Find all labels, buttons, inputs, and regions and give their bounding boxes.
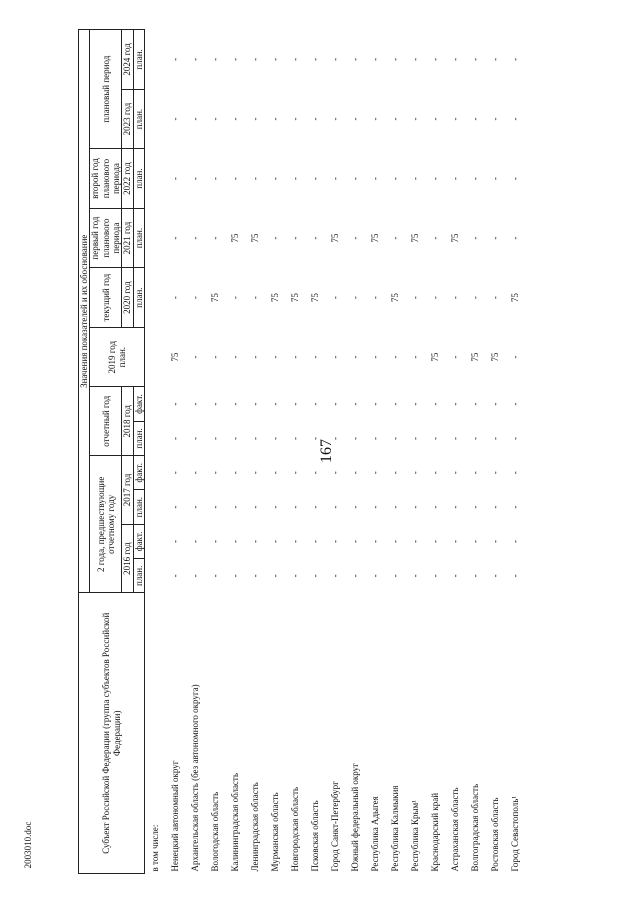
- indicator-table: [78, 29, 525, 874]
- value-cell: -: [369, 296, 380, 300]
- value-cell: -: [289, 402, 300, 406]
- value-cell: -: [469, 57, 480, 61]
- value-cell: -: [329, 539, 340, 543]
- value-cell: -: [189, 177, 200, 181]
- table-row: [205, 30, 225, 874]
- value-cell: -: [189, 236, 200, 240]
- table-row: [285, 30, 305, 874]
- value-cell: -: [349, 436, 360, 440]
- value-cell: -: [209, 539, 220, 543]
- value-cell: -: [209, 436, 220, 440]
- region-name: Волгоградская область: [469, 783, 480, 872]
- value-cell: -: [369, 177, 380, 181]
- value-cell: -: [509, 471, 520, 475]
- value-cell: -: [169, 471, 180, 475]
- value-cell: 75: [389, 293, 400, 303]
- value-cell: -: [329, 57, 340, 61]
- value-cell: -: [169, 236, 180, 240]
- value-cell: -: [249, 117, 260, 121]
- value-cell: -: [469, 505, 480, 509]
- value-cell: -: [409, 471, 420, 475]
- value-cell: -: [249, 539, 260, 543]
- value-cell: -: [289, 236, 300, 240]
- value-cell: 75: [329, 233, 340, 243]
- value-cell: -: [209, 57, 220, 61]
- value-cell: -: [449, 296, 460, 300]
- region-name: Республика Адыгея: [369, 796, 380, 872]
- value-cell: -: [329, 117, 340, 121]
- value-cell: -: [249, 471, 260, 475]
- value-cell: 75: [309, 293, 320, 303]
- value-cell: -: [349, 296, 360, 300]
- current-year-header: текущий год: [90, 268, 122, 328]
- value-cell: -: [269, 402, 280, 406]
- value-cell: -: [389, 177, 400, 181]
- value-cell: -: [469, 117, 480, 121]
- value-cell: -: [389, 436, 400, 440]
- value-cell: -: [489, 402, 500, 406]
- value-cell: -: [469, 296, 480, 300]
- value-cell: -: [229, 117, 240, 121]
- value-cell: -: [409, 402, 420, 406]
- region-name: Мурманская область: [269, 792, 280, 872]
- value-cell: -: [509, 402, 520, 406]
- value-cell: [145, 89, 166, 149]
- value-cell: -: [429, 471, 440, 475]
- value-cell: -: [429, 539, 440, 543]
- value-cell: -: [469, 236, 480, 240]
- value-cell: -: [389, 402, 400, 406]
- value-cell: -: [429, 57, 440, 61]
- plan-label: план.: [133, 421, 144, 455]
- value-cell: -: [189, 436, 200, 440]
- value-cell: -: [249, 574, 260, 578]
- table-row: [365, 30, 385, 874]
- table-header: [79, 30, 145, 874]
- value-cell: -: [389, 539, 400, 543]
- value-cell: -: [489, 436, 500, 440]
- value-cell: -: [509, 177, 520, 181]
- table-row: [345, 30, 365, 874]
- value-cell: -: [269, 355, 280, 359]
- value-cell: -: [449, 436, 460, 440]
- region-name: Ненецкий автономный округ: [169, 760, 180, 872]
- value-cell: -: [369, 436, 380, 440]
- value-cell: -: [469, 574, 480, 578]
- value-cell: -: [489, 296, 500, 300]
- table-row: [245, 30, 265, 874]
- value-cell: -: [329, 402, 340, 406]
- value-cell: -: [269, 539, 280, 543]
- value-cell: [145, 524, 166, 558]
- value-cell: -: [389, 471, 400, 475]
- year-2020-header: 2020 год: [122, 268, 133, 328]
- first-year-header: первый год планового периода: [90, 208, 122, 268]
- value-cell: -: [169, 117, 180, 121]
- region-name: Архангельская область (без автономного округа): [189, 684, 200, 872]
- report-year-header: отчетный год: [90, 387, 122, 456]
- value-cell: 75: [449, 233, 460, 243]
- value-cell: -: [289, 471, 300, 475]
- value-cell: -: [269, 117, 280, 121]
- value-cell: -: [449, 117, 460, 121]
- value-cell: -: [369, 402, 380, 406]
- value-cell: -: [409, 539, 420, 543]
- fact-label: факт.: [133, 456, 144, 490]
- value-cell: -: [469, 402, 480, 406]
- value-cell: -: [429, 296, 440, 300]
- value-cell: -: [469, 471, 480, 475]
- value-cell: -: [509, 117, 520, 121]
- value-cell: -: [309, 574, 320, 578]
- value-cell: -: [309, 436, 320, 440]
- value-cell: -: [189, 117, 200, 121]
- region-name: Астраханская область: [449, 787, 460, 872]
- value-cell: -: [249, 296, 260, 300]
- value-cell: -: [289, 355, 300, 359]
- value-cell: -: [349, 539, 360, 543]
- value-cell: -: [349, 117, 360, 121]
- year-2022-header: 2022 год: [122, 149, 133, 209]
- value-cell: -: [269, 236, 280, 240]
- value-cell: -: [489, 177, 500, 181]
- region-name: Ростовская область: [489, 797, 500, 872]
- page-number: 167: [318, 439, 335, 463]
- value-cell: [145, 387, 166, 421]
- value-cell: -: [309, 177, 320, 181]
- value-cell: -: [329, 505, 340, 509]
- plan-label: план.: [133, 268, 144, 328]
- value-cell: -: [449, 505, 460, 509]
- value-cell: -: [309, 117, 320, 121]
- second-year-header: второй год планового периода: [90, 149, 122, 209]
- value-cell: -: [369, 471, 380, 475]
- value-cell: -: [429, 236, 440, 240]
- value-cell: 75: [229, 233, 240, 243]
- value-cell: -: [449, 57, 460, 61]
- value-cell: -: [349, 177, 360, 181]
- value-cell: -: [489, 236, 500, 240]
- value-cell: -: [209, 402, 220, 406]
- value-cell: -: [509, 236, 520, 240]
- value-cell: -: [209, 236, 220, 240]
- table-row: [385, 30, 405, 874]
- plan-label: план.: [133, 208, 144, 268]
- value-cell: -: [449, 402, 460, 406]
- year-2016-header: 2016 год: [122, 524, 133, 593]
- value-cell: -: [429, 436, 440, 440]
- value-cell: -: [169, 296, 180, 300]
- value-cell: -: [209, 177, 220, 181]
- year-2019-header: 2019 год план.: [90, 327, 145, 387]
- value-cell: -: [249, 177, 260, 181]
- value-cell: -: [429, 505, 440, 509]
- value-cell: -: [329, 177, 340, 181]
- table-row: [485, 30, 505, 874]
- value-cell: -: [369, 539, 380, 543]
- value-cell: -: [429, 177, 440, 181]
- value-cell: -: [409, 436, 420, 440]
- value-cell: -: [409, 57, 420, 61]
- value-cell: -: [409, 355, 420, 359]
- value-cell: -: [509, 57, 520, 61]
- value-cell: -: [289, 117, 300, 121]
- value-cell: -: [329, 471, 340, 475]
- table-row: [305, 30, 325, 874]
- value-cell: -: [209, 117, 220, 121]
- year-2017-header: 2017 год: [122, 456, 133, 525]
- value-cell: -: [169, 177, 180, 181]
- value-cell: -: [269, 436, 280, 440]
- value-cell: -: [249, 355, 260, 359]
- value-cell: -: [209, 355, 220, 359]
- value-cell: 75: [209, 293, 220, 303]
- value-cell: -: [229, 436, 240, 440]
- value-cell: 75: [469, 352, 480, 362]
- value-cell: -: [189, 505, 200, 509]
- region-name: Краснодарский край: [429, 792, 440, 872]
- value-cell: -: [169, 574, 180, 578]
- table-row: [445, 30, 465, 874]
- value-cell: -: [249, 436, 260, 440]
- value-cell: -: [189, 355, 200, 359]
- table-row: [165, 30, 185, 874]
- value-cell: -: [269, 57, 280, 61]
- value-cell: -: [189, 57, 200, 61]
- subject-header: Субъект Российской Федерации (группа субъектов Российской Федерации): [79, 593, 145, 874]
- value-cell: -: [209, 471, 220, 475]
- table-row: [325, 30, 345, 874]
- value-cell: -: [449, 355, 460, 359]
- value-cell: -: [389, 57, 400, 61]
- region-name: Город Севастополь¹: [509, 795, 520, 872]
- value-cell: -: [309, 355, 320, 359]
- value-cell: -: [489, 57, 500, 61]
- value-cell: -: [289, 436, 300, 440]
- year-2021-header: 2021 год: [122, 208, 133, 268]
- value-cell: [145, 559, 166, 593]
- region-name: Новгородская область: [289, 786, 300, 872]
- table-row: [505, 30, 525, 874]
- value-cell: -: [249, 505, 260, 509]
- value-cell: -: [189, 539, 200, 543]
- value-cell: -: [249, 57, 260, 61]
- plan-label: план.: [133, 149, 144, 209]
- value-cell: -: [229, 539, 240, 543]
- value-cell: [145, 208, 166, 268]
- value-cell: -: [509, 574, 520, 578]
- value-cell: -: [189, 296, 200, 300]
- table-row: [465, 30, 485, 874]
- value-cell: -: [389, 236, 400, 240]
- value-cell: -: [169, 57, 180, 61]
- plan-period-header: плановый период: [90, 30, 122, 149]
- region-name: Вологодская область: [209, 791, 220, 872]
- value-cell: -: [229, 471, 240, 475]
- value-cell: -: [349, 574, 360, 578]
- value-cell: -: [429, 402, 440, 406]
- value-cell: -: [189, 402, 200, 406]
- value-cell: -: [369, 574, 380, 578]
- value-cell: -: [509, 539, 520, 543]
- region-name: Город Санкт-Петербург: [329, 781, 340, 872]
- value-cell: -: [409, 505, 420, 509]
- value-cell: -: [249, 402, 260, 406]
- values-header: Значения показателей и их обоснование: [79, 30, 90, 593]
- value-cell: 75: [269, 293, 280, 303]
- table-row: [265, 30, 285, 874]
- table-row: [145, 30, 166, 874]
- value-cell: -: [269, 574, 280, 578]
- value-cell: -: [369, 355, 380, 359]
- fact-label: факт.: [133, 524, 144, 558]
- value-cell: -: [429, 574, 440, 578]
- year-2024-header: 2024 год: [122, 30, 133, 90]
- value-cell: 75: [249, 233, 260, 243]
- value-cell: -: [229, 57, 240, 61]
- value-cell: -: [269, 471, 280, 475]
- value-cell: -: [309, 539, 320, 543]
- value-cell: -: [489, 117, 500, 121]
- value-cell: [145, 149, 166, 209]
- value-cell: -: [509, 355, 520, 359]
- value-cell: -: [289, 539, 300, 543]
- table-row: [185, 30, 205, 874]
- value-cell: [145, 327, 166, 387]
- value-cell: -: [269, 505, 280, 509]
- value-cell: -: [509, 505, 520, 509]
- value-cell: -: [409, 117, 420, 121]
- table-row: [225, 30, 245, 874]
- value-cell: [145, 268, 166, 328]
- value-cell: -: [389, 505, 400, 509]
- value-cell: -: [469, 177, 480, 181]
- value-cell: -: [309, 505, 320, 509]
- value-cell: -: [169, 505, 180, 509]
- value-cell: -: [409, 296, 420, 300]
- value-cell: -: [409, 177, 420, 181]
- value-cell: -: [369, 117, 380, 121]
- value-cell: -: [489, 471, 500, 475]
- value-cell: 75: [169, 352, 180, 362]
- region-name: Калининградская область: [229, 773, 240, 872]
- value-cell: -: [389, 117, 400, 121]
- value-cell: 75: [489, 352, 500, 362]
- plan-label: план.: [133, 490, 144, 524]
- value-cell: 75: [289, 293, 300, 303]
- value-cell: -: [349, 402, 360, 406]
- table-row: [425, 30, 445, 874]
- plan-label: план.: [133, 30, 144, 90]
- value-cell: -: [329, 436, 340, 440]
- value-cell: 75: [509, 293, 520, 303]
- value-cell: -: [369, 505, 380, 509]
- value-cell: -: [209, 505, 220, 509]
- value-cell: -: [209, 574, 220, 578]
- value-cell: -: [229, 402, 240, 406]
- value-cell: -: [229, 296, 240, 300]
- region-name: Южный федеральный округ: [349, 763, 360, 872]
- footer-filename: 2003010.doc: [23, 821, 33, 869]
- value-cell: -: [449, 471, 460, 475]
- value-cell: [145, 456, 166, 490]
- value-cell: -: [169, 539, 180, 543]
- value-cell: -: [489, 574, 500, 578]
- value-cell: -: [169, 402, 180, 406]
- value-cell: -: [309, 402, 320, 406]
- fact-label: факт.: [133, 387, 144, 421]
- value-cell: -: [429, 117, 440, 121]
- value-cell: -: [349, 471, 360, 475]
- value-cell: -: [349, 505, 360, 509]
- value-cell: -: [329, 296, 340, 300]
- value-cell: -: [229, 505, 240, 509]
- value-cell: [145, 421, 166, 455]
- year-2023-header: 2023 год: [122, 89, 133, 149]
- value-cell: -: [389, 355, 400, 359]
- value-cell: -: [449, 177, 460, 181]
- value-cell: -: [489, 505, 500, 509]
- value-cell: -: [229, 355, 240, 359]
- value-cell: -: [509, 436, 520, 440]
- value-cell: -: [469, 539, 480, 543]
- value-cell: -: [229, 177, 240, 181]
- value-cell: -: [349, 236, 360, 240]
- value-cell: -: [289, 505, 300, 509]
- value-cell: -: [229, 574, 240, 578]
- value-cell: -: [449, 574, 460, 578]
- region-name: в том числе:: [149, 824, 160, 872]
- value-cell: -: [369, 57, 380, 61]
- region-name: Ленинградская область: [249, 782, 260, 872]
- plan-label: план.: [133, 559, 144, 593]
- value-cell: -: [169, 436, 180, 440]
- value-cell: -: [309, 471, 320, 475]
- value-cell: -: [309, 57, 320, 61]
- value-cell: -: [329, 574, 340, 578]
- value-cell: [145, 30, 166, 90]
- value-cell: -: [409, 574, 420, 578]
- value-cell: -: [289, 57, 300, 61]
- value-cell: -: [349, 355, 360, 359]
- value-cell: -: [309, 236, 320, 240]
- value-cell: -: [329, 355, 340, 359]
- table-row: [405, 30, 425, 874]
- value-cell: 75: [369, 233, 380, 243]
- year-2018-header: 2018 год: [122, 387, 133, 456]
- region-name: Республика Калмыкия: [389, 785, 400, 872]
- region-name: Псковская область: [309, 800, 320, 872]
- value-cell: 75: [429, 352, 440, 362]
- value-cell: -: [189, 574, 200, 578]
- value-cell: -: [449, 539, 460, 543]
- value-cell: -: [289, 574, 300, 578]
- value-cell: -: [469, 436, 480, 440]
- table-body: [145, 30, 526, 874]
- value-cell: -: [489, 539, 500, 543]
- value-cell: -: [389, 574, 400, 578]
- value-cell: [145, 490, 166, 524]
- two-years-header: 2 года, предшествующие отчетному году: [90, 456, 122, 593]
- plan-label: план.: [133, 89, 144, 149]
- value-cell: -: [289, 177, 300, 181]
- region-name: Республика Крым¹: [409, 800, 420, 872]
- value-cell: 75: [409, 233, 420, 243]
- value-cell: -: [189, 471, 200, 475]
- value-cell: -: [269, 177, 280, 181]
- value-cell: -: [349, 57, 360, 61]
